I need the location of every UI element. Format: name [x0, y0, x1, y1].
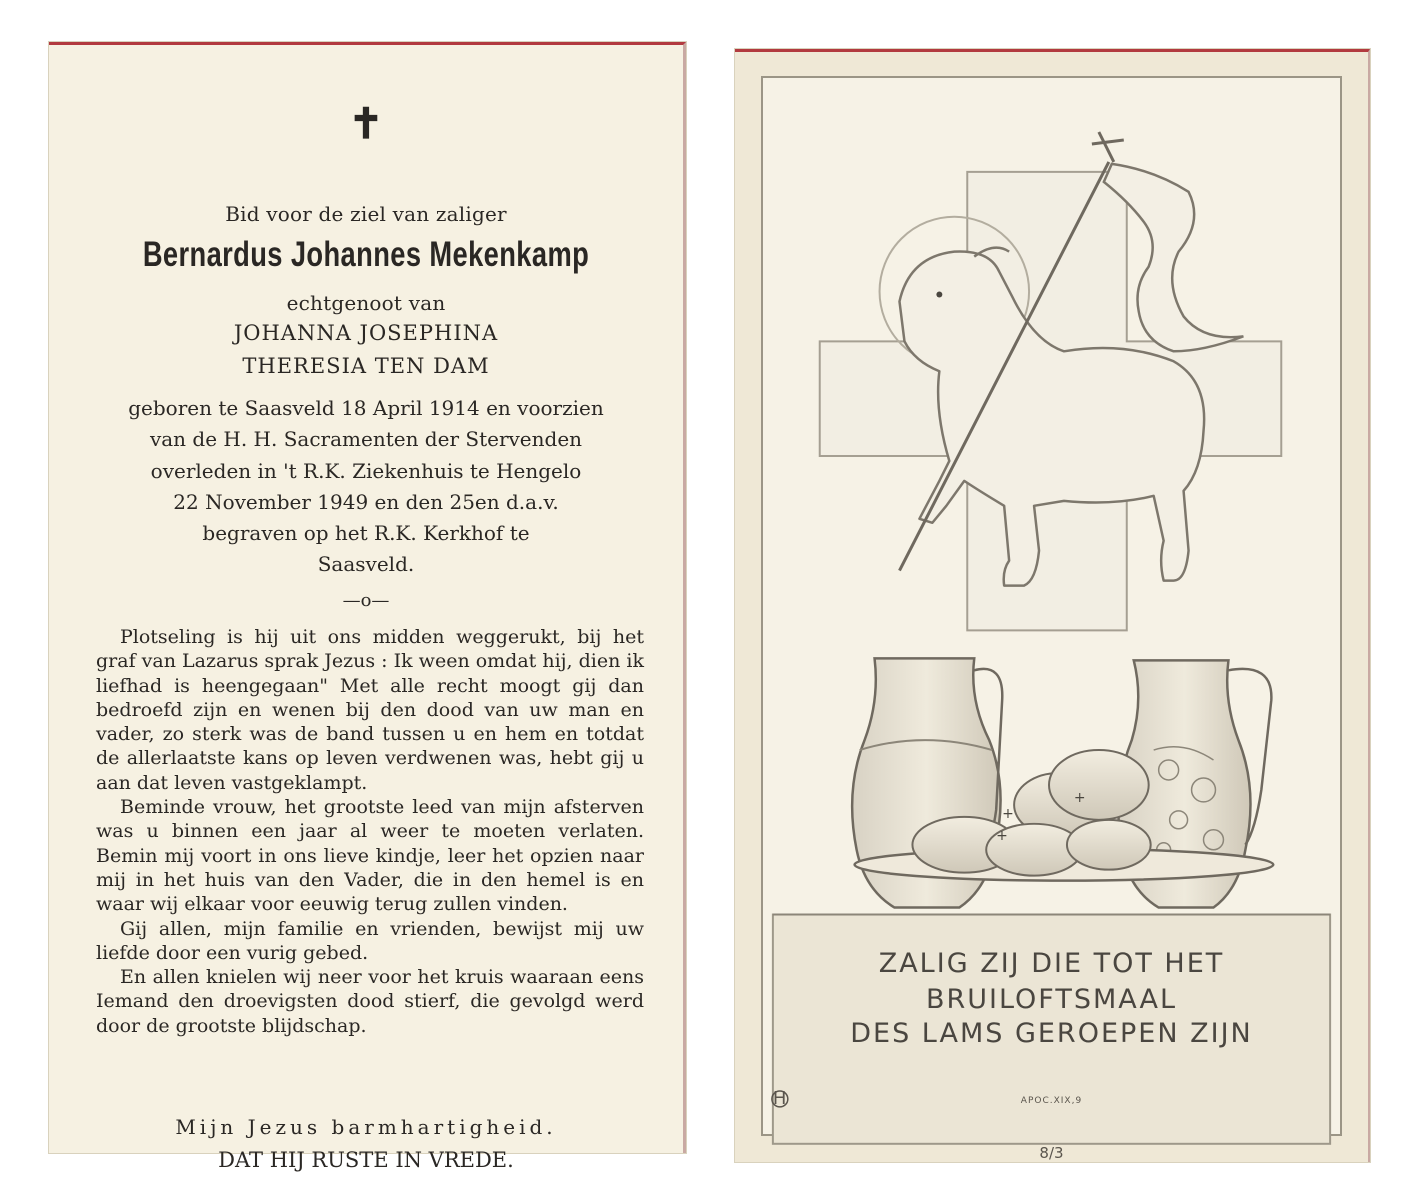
bio-line: 22 November 1949 en den 25en d.a.v.: [173, 489, 559, 514]
motto-line-1: ZALIG ZIJ DIE TOT HET: [878, 948, 1225, 979]
memorial-card-illustration: [735, 49, 1370, 1162]
separator: —o—: [342, 590, 390, 611]
memorial-text: [96, 625, 644, 1038]
paragraph: Plotseling is hij uit ons midden weggerukt, bij het graf van Lazarus sprak Jezus : Ik ween omdat hij, dien ik liefhad is heengegaan" Met alle recht moogt gij dan bedroefd zijn en wenen bij den dood van uw man en vader, zo sterk was de band tussen u en hem en totdat de allerlaatste kans op leven verdwenen was, hebt gij u aan dat leven vastgeklampt.: [96, 626, 644, 794]
motto-line-2: BRUILOFTSMAAL: [925, 984, 1178, 1015]
bio-line: Saasveld.: [317, 552, 415, 577]
closing-prayer: Mijn Jezus barmhartigheid.: [175, 1115, 557, 1139]
svg-text:+: +: [1073, 789, 1086, 806]
bio-line: van de H. H. Sacramenten der Stervenden: [149, 427, 583, 452]
paragraph: Gij allen, mijn familie en vrienden, bewijst mij uw liefde door een vurig gebed.: [96, 917, 644, 964]
motto-line-3: DES LAMS GEROEPEN ZIJN: [850, 1018, 1253, 1049]
memorial-card-text: [49, 42, 686, 1172]
spouse-name-line2: THERESIA TEN DAM: [242, 354, 490, 378]
paragraph: Beminde vrouw, het grootste leed van mijn afsterven was u binnen een jaar al weer te moeten verlaten. Bemin mij voort in ons lieve kindje, leer het opzien naar mij in het huis van den Vader, die in den hemel is en waar wij elkaar voor eeuwig terug zullen vinden.: [96, 796, 644, 916]
bio-line: overleden in 't R.K. Ziekenhuis te Hengelo: [150, 458, 582, 483]
paragraph: En allen knielen wij neer voor het kruis waaraan eens Iemand den droevigsten dood stierf, die gevolgd werd door de grootste blijdschap.: [96, 966, 644, 1037]
biography: [89, 393, 643, 581]
cross-icon: ✝: [348, 99, 384, 148]
svg-text:+: +: [1002, 805, 1014, 822]
intro-text: Bid voor de ziel van zaliger: [225, 202, 507, 226]
closing-rest: DAT HIJ RUSTE IN VREDE.: [218, 1148, 514, 1172]
spouse-name-line1: JOHANNA JOSEPHINA: [233, 321, 499, 345]
bio-line: begraven op het R.K. Kerkhof te: [202, 521, 530, 546]
deceased-name: Bernardus Johannes Mekenkamp: [142, 235, 590, 274]
publication-number: 8/3: [1039, 1144, 1064, 1162]
bio-line: geboren te Saasveld 18 April 1914 en voorzien: [128, 396, 604, 420]
monogram-text: H: [772, 1087, 787, 1109]
scripture-reference: APOC.XIX,9: [1020, 1096, 1083, 1106]
svg-text:+: +: [996, 827, 1008, 844]
spouse-intro: echtgenoot van: [286, 291, 446, 315]
